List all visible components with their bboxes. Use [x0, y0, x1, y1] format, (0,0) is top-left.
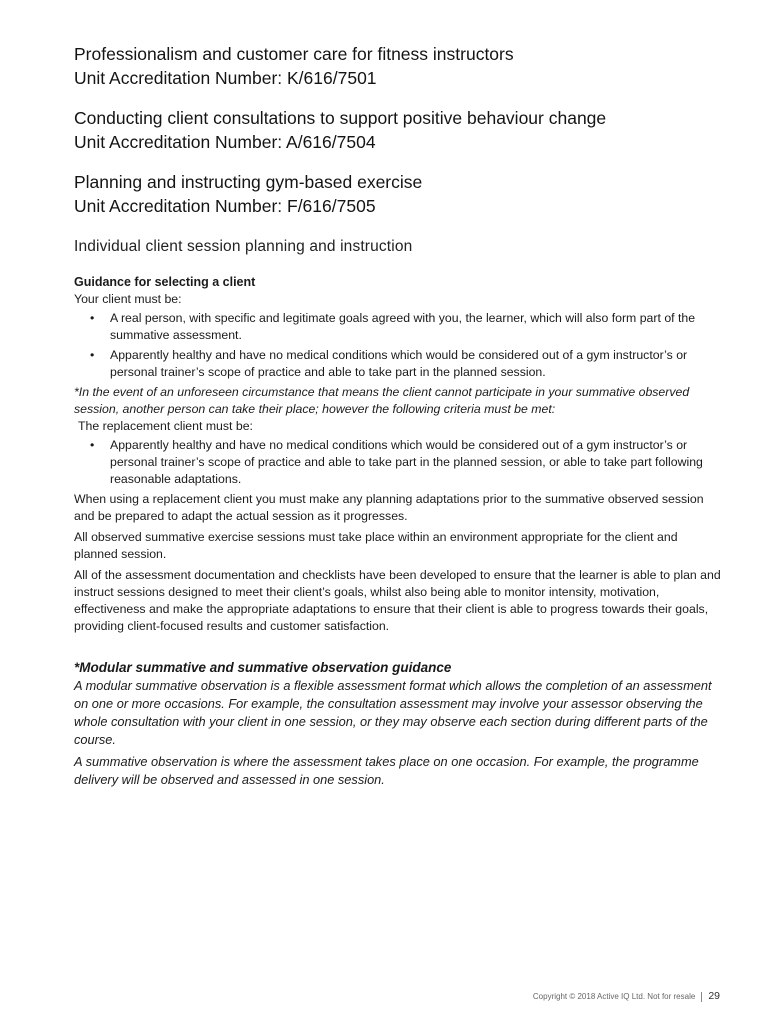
unit-accreditation-number: Unit Accreditation Number: K/616/7501: [74, 68, 377, 88]
list-item: • Apparently healthy and have no medical conditions which would be considered out of a gym instructor’s or personal trainer’s scope of practice and able to take part in the planned session.: [90, 348, 688, 379]
observation-heading: *Modular summative and summative observation guidance: [74, 660, 452, 675]
body-paragraph: All observed summative exercise sessions must take place within an environment appropriate for the client and planned session.: [74, 530, 678, 561]
client-criteria-list: [74, 310, 724, 381]
guidance-intro: Your client must be:: [74, 292, 182, 306]
unit-block-1: [74, 42, 724, 90]
page-number: 29: [708, 990, 720, 1002]
document-page: [74, 42, 724, 789]
unit-accreditation-number: Unit Accreditation Number: A/616/7504: [74, 132, 376, 152]
footer-divider: [701, 992, 702, 1002]
body-paragraph: All of the assessment documentation and checklists have been developed to ensure that the learner is able to plan and instruct sessions designed to meet their client’s goals, whilst also being able to monitor intensity, motivation, effectiveness and make the appropriate adaptations to ensure that their client is able to progress towards their goals, providing client-focused results and customer satisfaction.: [74, 568, 721, 633]
observation-paragraph: A summative observation is where the assessment takes place on one occasion. For example, the programme delivery will be observed and assessed in one session.: [74, 754, 699, 787]
page-footer: [533, 990, 720, 1002]
unit-title: Professionalism and customer care for fitness instructors: [74, 44, 514, 64]
section-heading: Individual client session planning and instruction: [74, 238, 413, 255]
unit-title: Planning and instructing gym-based exercise: [74, 172, 423, 192]
replacement-intro: The replacement client must be:: [78, 419, 253, 433]
event-note: *In the event of an unforeseen circumstance that means the client cannot participate in your summative observed session, another person can take their place; however the following criteria must be met:: [74, 385, 690, 416]
copyright-text: Copyright © 2018 Active IQ Ltd. Not for resale: [532, 992, 696, 1001]
replacement-criteria-list: [74, 437, 724, 488]
unit-accreditation-number: Unit Accreditation Number: F/616/7505: [74, 196, 376, 216]
bullet-icon: •: [90, 348, 95, 362]
unit-title: Conducting client consultations to support positive behaviour change: [74, 108, 607, 128]
observation-paragraph: A modular summative observation is a flexible assessment format which allows the completion of an assessment on one or more occasions. For example, the consultation assessment may involve your assessor observing the whole consultation with your client in one session, or they may observe each section during different parts of the course.: [74, 678, 712, 747]
guidance-heading: Guidance for selecting a client: [74, 275, 256, 289]
unit-block-3: [74, 170, 724, 218]
bullet-icon: •: [90, 438, 95, 452]
body-paragraph: When using a replacement client you must make any planning adaptations prior to the summative observed session and be prepared to adapt the actual session as it progresses.: [74, 492, 704, 523]
unit-block-2: [74, 106, 724, 154]
list-item: • Apparently healthy and have no medical conditions which would be considered out of a gym instructor’s or personal trainer’s scope of practice and able to take part in the planned session, or able to take part following reasonable adaptations.: [90, 438, 703, 486]
list-item: • A real person, with specific and legitimate goals agreed with you, the learner, which will also form part of the summative assessment.: [90, 311, 696, 342]
bullet-icon: •: [90, 311, 95, 325]
